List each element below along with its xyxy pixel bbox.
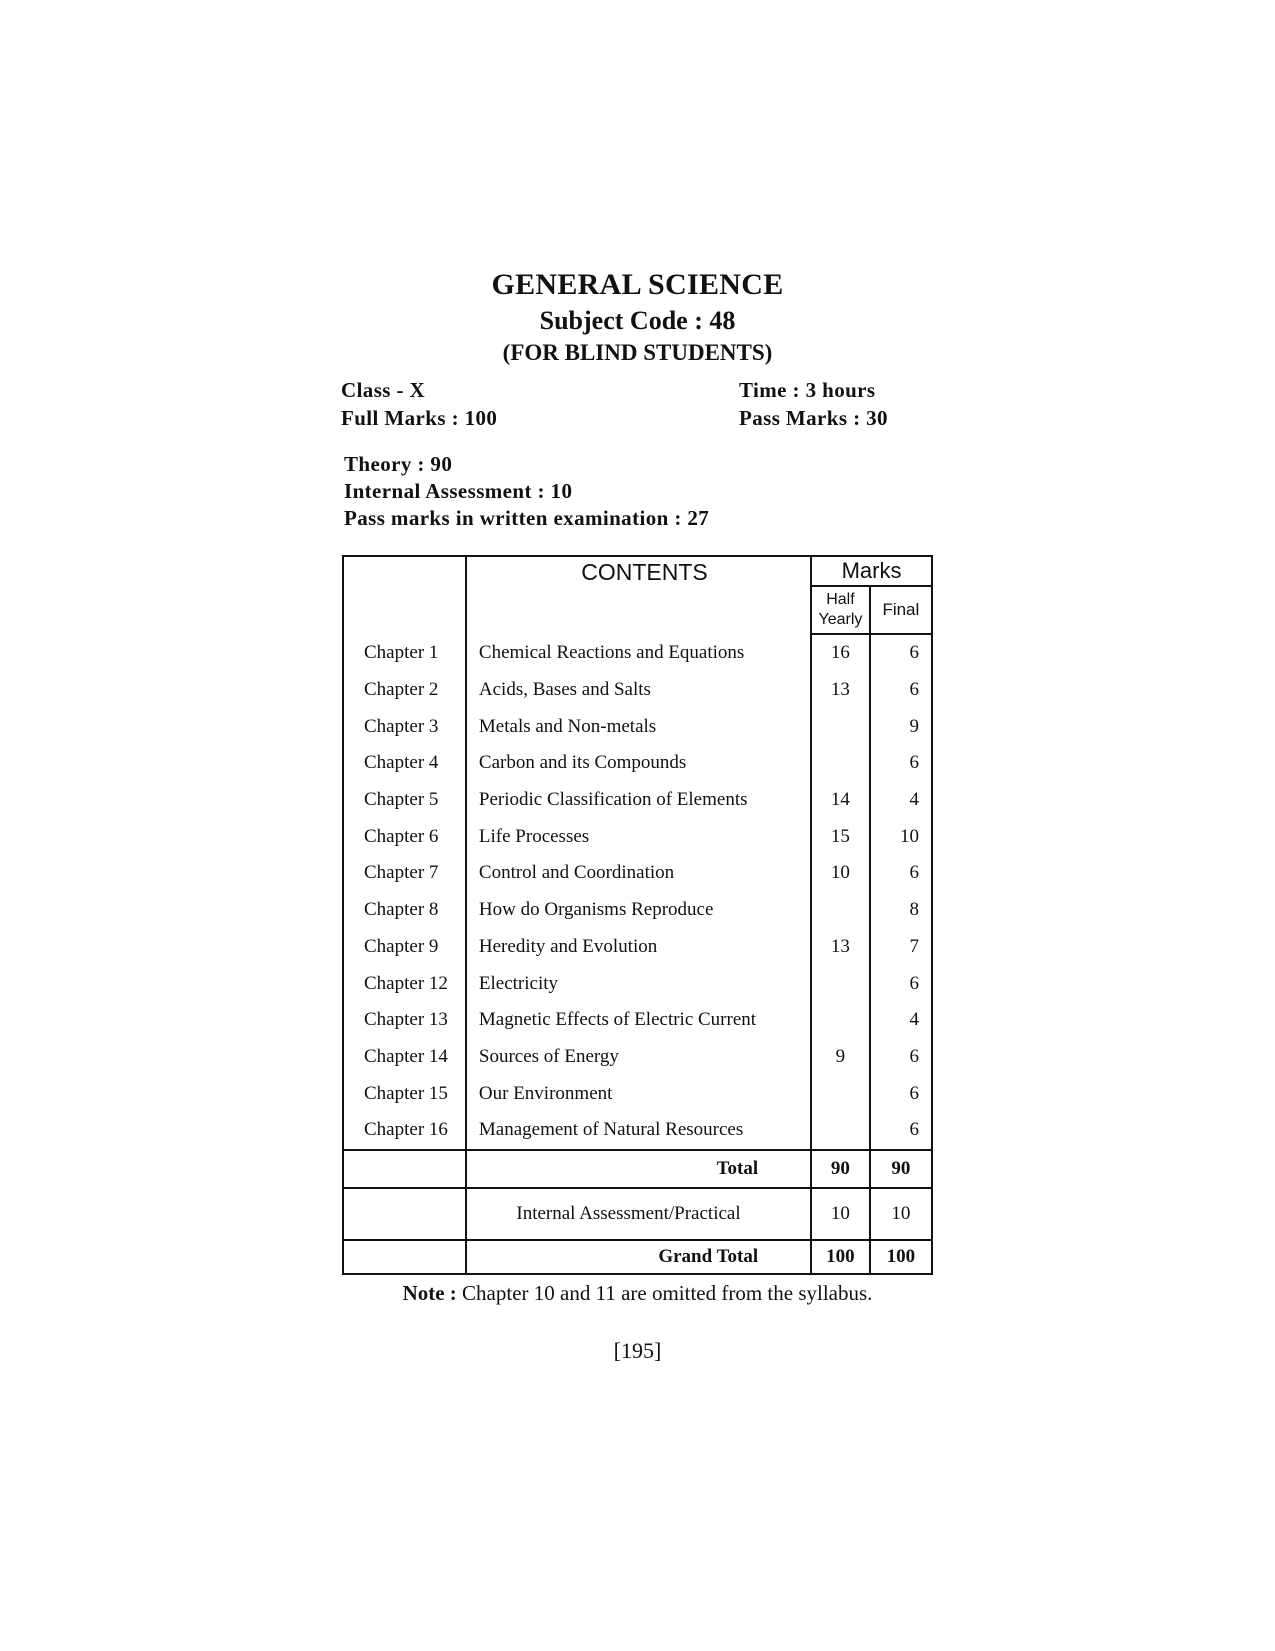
content-cell: Acids, Bases and Salts: [466, 672, 811, 709]
content-cell: Life Processes: [466, 818, 811, 855]
class-label: Class - X: [341, 378, 426, 402]
content-cell: Periodic Classification of Elements: [466, 782, 811, 819]
half-yearly-cell: [811, 708, 870, 745]
chapter-cell: Chapter 1: [343, 634, 466, 672]
table-row: [343, 1039, 932, 1076]
chapter-cell: Chapter 16: [343, 1112, 466, 1150]
table-row: [343, 929, 932, 966]
footnote: [0, 1281, 1275, 1306]
content-cell: Management of Natural Resources: [466, 1112, 811, 1150]
table-row: [343, 818, 932, 855]
table-row: [343, 1112, 932, 1150]
half-yearly-cell: 14: [811, 782, 870, 819]
final-cell: 6: [909, 679, 919, 701]
time-label: Time : 3 hours: [739, 378, 876, 402]
chapter-cell: Chapter 12: [343, 965, 466, 1002]
total-row: [343, 1150, 932, 1188]
internal-label: Internal Assessment/Practical: [466, 1188, 811, 1240]
content-cell: Our Environment: [466, 1075, 811, 1112]
table-row: [343, 672, 932, 709]
final-cell: 4: [909, 1009, 919, 1031]
total-blank: [343, 1150, 466, 1188]
pass-marks-label: Pass Marks : 30: [739, 406, 888, 430]
content-cell: Magnetic Effects of Electric Current: [466, 1002, 811, 1039]
half-yearly-cell: 10: [811, 855, 870, 892]
half-yearly-cell: [811, 965, 870, 1002]
table-row: [343, 892, 932, 929]
content-cell: Heredity and Evolution: [466, 929, 811, 966]
header-final: Final: [870, 586, 932, 634]
table-row: [343, 855, 932, 892]
chapter-cell: Chapter 5: [343, 782, 466, 819]
final-cell: 7: [909, 935, 919, 957]
final-cell: 6: [909, 972, 919, 994]
final-cell: 6: [909, 752, 919, 774]
content-cell: Metals and Non-metals: [466, 708, 811, 745]
internal-blank: [343, 1188, 466, 1240]
half-yearly-cell: [811, 1075, 870, 1112]
chapter-cell: Chapter 9: [343, 929, 466, 966]
grand-total-half: 100: [811, 1240, 870, 1274]
content-cell: Carbon and its Compounds: [466, 745, 811, 782]
header-half-line2: Yearly: [818, 611, 863, 628]
grand-total-row: [343, 1240, 932, 1274]
chapter-cell: Chapter 4: [343, 745, 466, 782]
chapter-cell: Chapter 13: [343, 1002, 466, 1039]
note-text: Chapter 10 and 11 are omitted from the syllabus.: [462, 1281, 873, 1305]
syllabus-table: [342, 555, 933, 1275]
chapter-cell: Chapter 15: [343, 1075, 466, 1112]
total-label: Total: [466, 1150, 811, 1188]
table-row: [343, 782, 932, 819]
subject-code: Subject Code : 48: [539, 306, 736, 335]
final-cell: 9: [909, 715, 919, 737]
header-contents: CONTENTS: [466, 556, 811, 634]
half-yearly-cell: [811, 892, 870, 929]
chapter-cell: Chapter 6: [343, 818, 466, 855]
chapter-cell: Chapter 7: [343, 855, 466, 892]
table-row: [343, 1002, 932, 1039]
total-half: 90: [811, 1150, 870, 1188]
final-cell: 8: [909, 899, 919, 921]
content-cell: Chemical Reactions and Equations: [466, 634, 811, 672]
final-cell: 6: [909, 1119, 919, 1141]
header-half-yearly: [811, 586, 870, 634]
half-yearly-cell: [811, 1002, 870, 1039]
header-half-line1: Half: [826, 591, 855, 608]
half-yearly-cell: [811, 745, 870, 782]
content-cell: Sources of Energy: [466, 1039, 811, 1076]
half-yearly-cell: 9: [811, 1039, 870, 1076]
grand-total-final: 100: [870, 1240, 932, 1274]
chapter-cell: Chapter 14: [343, 1039, 466, 1076]
content-cell: Electricity: [466, 965, 811, 1002]
half-yearly-cell: 15: [811, 818, 870, 855]
note-label: Note :: [402, 1281, 457, 1305]
half-yearly-cell: [811, 1112, 870, 1150]
internal-final: 10: [870, 1188, 932, 1240]
total-final: 90: [870, 1150, 932, 1188]
written-pass-label: Pass marks in written examination : 27: [344, 506, 710, 530]
table-row: [343, 1075, 932, 1112]
audience-label: (FOR BLIND STUDENTS): [502, 340, 773, 365]
final-cell: 6: [909, 642, 919, 664]
internal-row: [343, 1188, 932, 1240]
half-yearly-cell: 13: [811, 929, 870, 966]
table-row: [343, 634, 932, 672]
content-cell: Control and Coordination: [466, 855, 811, 892]
final-cell: 6: [909, 862, 919, 884]
final-cell: 10: [900, 825, 919, 847]
header-blank-cell: [343, 556, 466, 634]
table-row: [343, 965, 932, 1002]
final-cell: 6: [909, 1082, 919, 1104]
table-row: [343, 745, 932, 782]
half-yearly-cell: 16: [811, 634, 870, 672]
final-cell: 4: [909, 789, 919, 811]
table-header-row: [343, 556, 932, 586]
half-yearly-cell: 13: [811, 672, 870, 709]
chapter-cell: Chapter 8: [343, 892, 466, 929]
internal-half: 10: [811, 1188, 870, 1240]
final-cell: 6: [909, 1045, 919, 1067]
header-marks: Marks: [811, 556, 932, 586]
full-marks-label: Full Marks : 100: [341, 406, 498, 430]
page-title: GENERAL SCIENCE: [491, 268, 784, 301]
page-number: [195]: [613, 1338, 662, 1363]
theory-label: Theory : 90: [344, 452, 453, 476]
grand-total-label: Grand Total: [466, 1240, 811, 1274]
chapter-cell: Chapter 3: [343, 708, 466, 745]
table-row: [343, 708, 932, 745]
chapter-cell: Chapter 2: [343, 672, 466, 709]
grand-total-blank: [343, 1240, 466, 1274]
internal-assessment-label: Internal Assessment : 10: [344, 479, 573, 503]
content-cell: How do Organisms Reproduce: [466, 892, 811, 929]
